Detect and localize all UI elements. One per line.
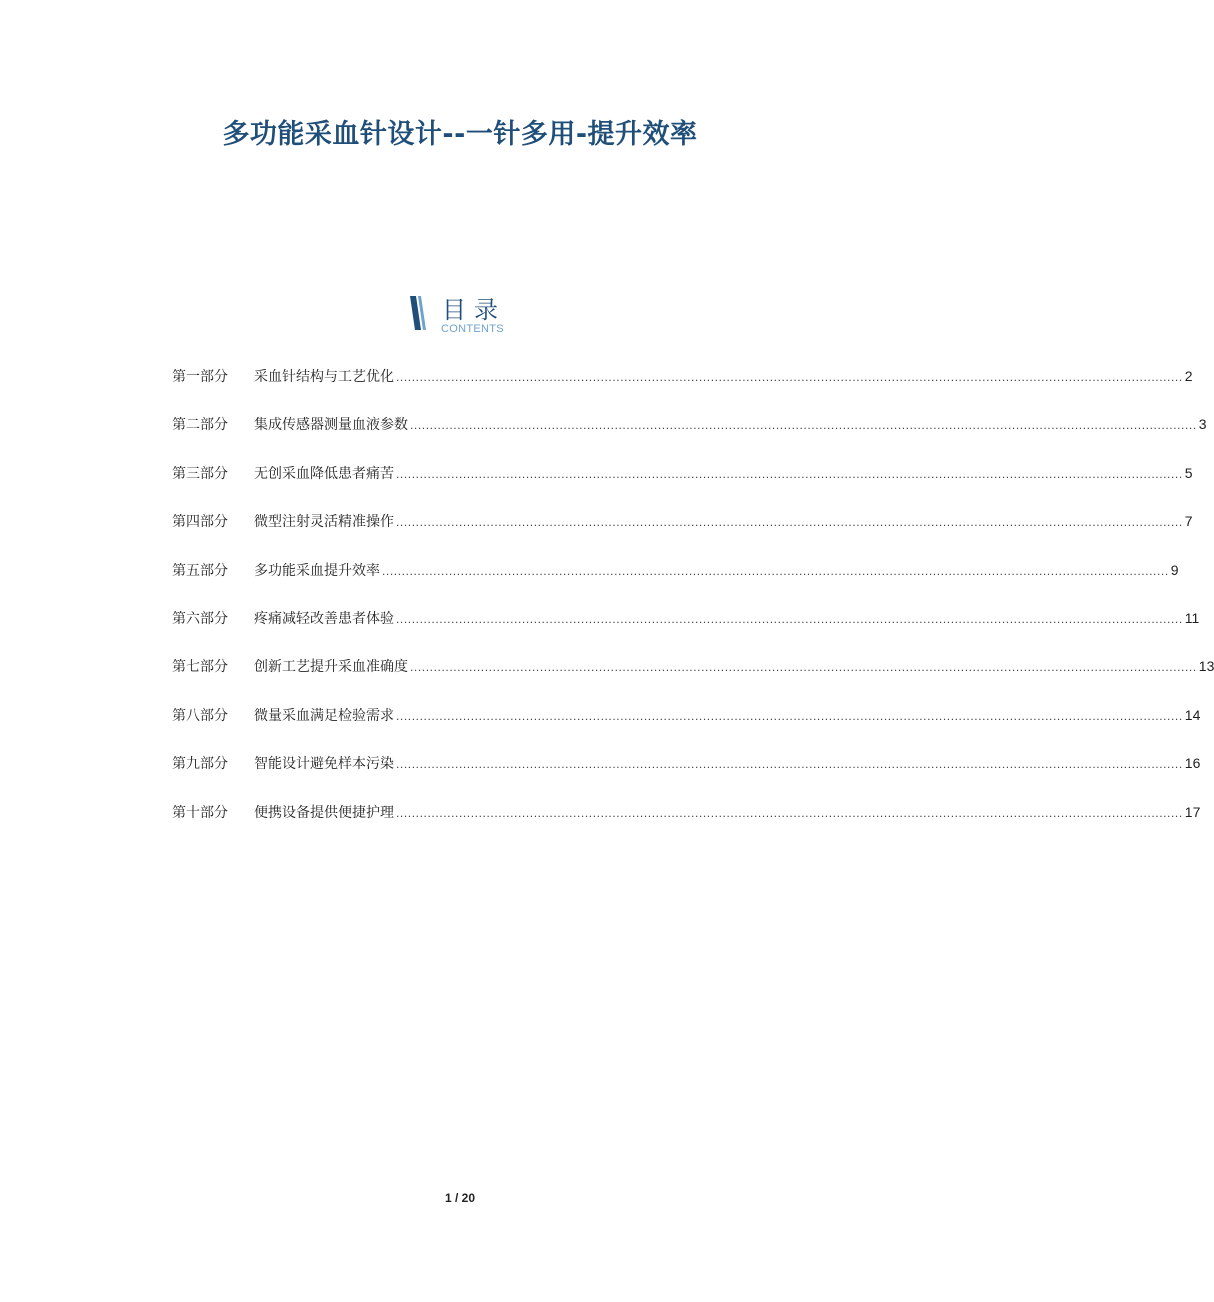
toc-entry-part: 第二部分: [172, 417, 228, 434]
toc-entry-title: 创新工艺提升采血准确度: [254, 659, 408, 676]
toc-entry[interactable]: [172, 414, 1207, 462]
toc-dot-leader: ........................................................................................................................................................................................................: [396, 757, 1183, 772]
toc-entry[interactable]: [172, 705, 1201, 753]
toc-dot-leader: ........................................................................................................................................................................................................: [396, 466, 1183, 481]
toc-subheading: CONTENTS: [441, 323, 504, 335]
toc-logo-icon: [408, 296, 432, 330]
toc-heading: 目录: [442, 296, 506, 324]
toc-entry-title: 集成传感器测量血液参数: [254, 417, 408, 434]
toc-entry-title: 疼痛减轻改善患者体验: [254, 610, 394, 627]
toc-entry-page: 7: [1184, 513, 1193, 530]
toc-entry-title: 微量采血满足检验需求: [254, 707, 394, 724]
toc-entry-page: 17: [1184, 803, 1201, 820]
toc-entry[interactable]: [172, 608, 1200, 656]
toc-header: [408, 292, 528, 338]
toc-dot-leader: ........................................................................................................................................................................................................: [382, 563, 1169, 578]
toc-entry-page: 13: [1198, 658, 1214, 675]
toc-entry-page: 2: [1184, 368, 1193, 384]
toc-entry[interactable]: [172, 463, 1193, 511]
toc-entry-page: 16: [1184, 755, 1201, 772]
toc-dot-leader: ........................................................................................................................................................................................................: [396, 370, 1183, 384]
toc-entry-part: 第五部分: [172, 562, 228, 579]
document-title: 多功能采血针设计--一针多用-提升效率: [222, 119, 698, 150]
toc-dot-leader: ........................................................................................................................................................................................................: [396, 515, 1183, 530]
toc-entry[interactable]: [172, 802, 1201, 850]
toc-entry[interactable]: [172, 366, 1193, 414]
toc-dot-leader: ........................................................................................................................................................................................................: [396, 805, 1183, 820]
table-of-contents: [172, 366, 1214, 850]
toc-entry-page: 5: [1184, 464, 1193, 481]
toc-entry-part: 第六部分: [172, 610, 228, 627]
toc-entry-title: 多功能采血提升效率: [254, 562, 380, 579]
toc-entry-title: 无创采血降低患者痛苦: [254, 465, 394, 482]
toc-dot-leader: ........................................................................................................................................................................................................: [396, 708, 1183, 723]
toc-entry[interactable]: [172, 511, 1193, 559]
toc-entry-part: 第三部分: [172, 465, 228, 482]
toc-entry-part: 第九部分: [172, 756, 228, 773]
page-number: 1 / 20: [444, 1191, 476, 1205]
toc-dot-leader: ........................................................................................................................................................................................................: [396, 611, 1183, 626]
toc-entry[interactable]: [172, 560, 1179, 608]
toc-entry-part: 第七部分: [172, 659, 228, 676]
toc-entry-page: 14: [1184, 706, 1201, 723]
toc-entry-part: 第十部分: [172, 804, 228, 821]
toc-entry[interactable]: [172, 753, 1201, 801]
toc-entry-page: 11: [1184, 609, 1200, 626]
toc-entry-page: 3: [1198, 416, 1207, 433]
toc-entry-title: 便携设备提供便捷护理: [254, 804, 394, 821]
toc-entry-title: 采血针结构与工艺优化: [254, 369, 394, 385]
toc-entry-part: 第八部分: [172, 707, 228, 724]
toc-entry[interactable]: [172, 656, 1214, 704]
toc-dot-leader: ........................................................................................................................................................................................................: [410, 660, 1197, 675]
toc-entry-part: 第四部分: [172, 514, 228, 531]
toc-entry-page: 9: [1170, 561, 1179, 578]
toc-entry-title: 微型注射灵活精准操作: [254, 514, 394, 531]
toc-entry-title: 智能设计避免样本污染: [254, 756, 394, 773]
toc-entry-part: 第一部分: [172, 369, 228, 385]
toc-dot-leader: ........................................................................................................................................................................................................: [410, 418, 1197, 433]
